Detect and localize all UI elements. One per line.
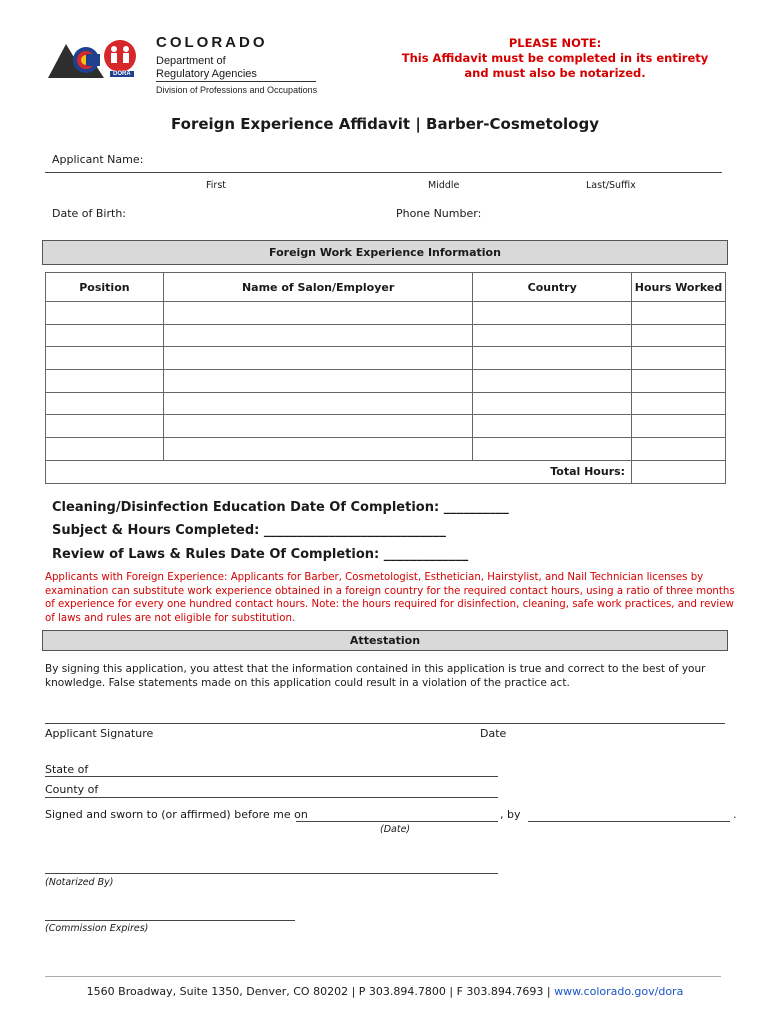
logo-department: Department of Regulatory Agencies <box>156 55 257 80</box>
employer-cell[interactable] <box>163 302 473 325</box>
dob-field[interactable] <box>120 221 380 222</box>
logo-divider <box>156 81 316 82</box>
hours-cell[interactable] <box>632 438 726 461</box>
footer <box>0 985 770 998</box>
position-cell[interactable] <box>46 438 164 461</box>
hours-cell[interactable] <box>632 415 726 438</box>
table-row <box>46 370 726 393</box>
table-row <box>46 347 726 370</box>
notarized-by-field[interactable] <box>45 873 498 874</box>
country-cell[interactable] <box>473 370 632 393</box>
commission-expires-field[interactable] <box>45 920 295 921</box>
table-row <box>46 324 726 347</box>
middle-name-caption: Middle <box>428 180 460 191</box>
footer-website-link[interactable]: www.colorado.gov/dora <box>554 985 684 998</box>
country-cell[interactable] <box>473 392 632 415</box>
first-name-caption: First <box>206 180 226 191</box>
applicant-name-label: Applicant Name: <box>52 153 144 166</box>
state-label: State of <box>45 763 89 776</box>
table-row <box>46 302 726 325</box>
sworn-period: . <box>733 808 737 821</box>
hours-cell[interactable] <box>632 302 726 325</box>
logo-division: Division of Professions and Occupations <box>156 85 318 95</box>
laws-rules-date-line[interactable]: Review of Laws & Rules Date Of Completion: _____________ <box>52 547 469 562</box>
col-country: Country <box>473 273 632 302</box>
employer-cell[interactable] <box>163 438 473 461</box>
dob-label: Date of Birth: <box>52 207 127 220</box>
total-row <box>46 460 726 483</box>
position-cell[interactable] <box>46 370 164 393</box>
disinfection-date-line[interactable]: Cleaning/Disinfection Education Date Of Completion: __________ <box>52 500 509 515</box>
foreign-experience-notice: Applicants with Foreign Experience: Applicants for Barber, Cosmetologist, Esthetician, Hairstylist, and Nail Technician licenses by examination can substitute work experience obtained in a foreign country for the required contact hours, using a ratio of three months of experience for every one hundred contact hours. Note: the hours required for disinfection, cleaning, safe work practices, and review of laws and rules are not eligible for substitution. <box>45 572 735 624</box>
signature-label: Applicant Signature <box>45 727 154 740</box>
subject-hours-line[interactable]: Subject & Hours Completed: ____________________________ <box>52 523 446 538</box>
phone-label: Phone Number: <box>396 207 482 220</box>
sworn-date-field[interactable] <box>296 821 498 822</box>
applicant-name-field[interactable] <box>45 172 722 173</box>
page-title: Foreign Experience Affidavit | Barber-Cosmetology <box>171 115 599 133</box>
notarize-notice: PLEASE NOTE: This Affidavit must be completed in its entirety and must also be notarized. <box>401 36 709 80</box>
notarized-by-caption: (Notarized By) <box>45 877 114 888</box>
position-cell[interactable] <box>46 415 164 438</box>
employer-cell[interactable] <box>163 370 473 393</box>
country-cell[interactable] <box>473 347 632 370</box>
col-position: Position <box>46 273 164 302</box>
country-cell[interactable] <box>473 438 632 461</box>
position-cell[interactable] <box>46 324 164 347</box>
state-field[interactable] <box>45 776 498 777</box>
position-cell[interactable] <box>46 302 164 325</box>
work-experience-table <box>45 272 726 484</box>
last-name-caption: Last/Suffix <box>586 180 636 191</box>
county-field[interactable] <box>45 797 498 798</box>
employer-cell[interactable] <box>163 392 473 415</box>
commission-expires-caption: (Commission Expires) <box>45 923 149 934</box>
employer-cell[interactable] <box>163 347 473 370</box>
position-cell[interactable] <box>46 347 164 370</box>
footer-address: 1560 Broadway, Suite 1350, Denver, CO 80202 | P 303.894.7800 | F 303.894.7693 | <box>86 985 555 998</box>
attestation-text: By signing this application, you attest that the information contained in this application is true and correct to the best of your knowledge. False statements made on this application could result in a violation of the practice act. <box>45 663 706 689</box>
county-label: County of <box>45 783 99 796</box>
dora-logo <box>48 34 328 98</box>
footer-divider <box>45 976 721 977</box>
date-caption: (Date) <box>380 824 411 835</box>
signature-line[interactable] <box>45 723 725 724</box>
table-row <box>46 438 726 461</box>
logo-state: COLORADO <box>156 34 268 51</box>
table-row <box>46 415 726 438</box>
employer-cell[interactable] <box>163 415 473 438</box>
total-hours-label: Total Hours: <box>46 460 632 483</box>
date-label: Date <box>480 727 507 740</box>
country-cell[interactable] <box>473 302 632 325</box>
position-cell[interactable] <box>46 392 164 415</box>
attestation-header: Attestation <box>42 630 728 651</box>
col-employer: Name of Salon/Employer <box>163 273 473 302</box>
col-hours: Hours Worked <box>632 273 726 302</box>
dora-badge: DORA <box>110 71 134 77</box>
sworn-by-field[interactable] <box>528 821 730 822</box>
hours-cell[interactable] <box>632 324 726 347</box>
country-cell[interactable] <box>473 324 632 347</box>
country-cell[interactable] <box>473 415 632 438</box>
employer-cell[interactable] <box>163 324 473 347</box>
hours-cell[interactable] <box>632 347 726 370</box>
total-hours-cell[interactable] <box>632 460 726 483</box>
by-label: , by <box>500 808 521 821</box>
phone-field[interactable] <box>476 221 726 222</box>
hours-cell[interactable] <box>632 370 726 393</box>
table-header-row <box>46 273 726 302</box>
sworn-label: Signed and sworn to (or affirmed) before me on <box>45 808 308 821</box>
table-row <box>46 392 726 415</box>
work-section-header: Foreign Work Experience Information <box>42 240 728 265</box>
hours-cell[interactable] <box>632 392 726 415</box>
